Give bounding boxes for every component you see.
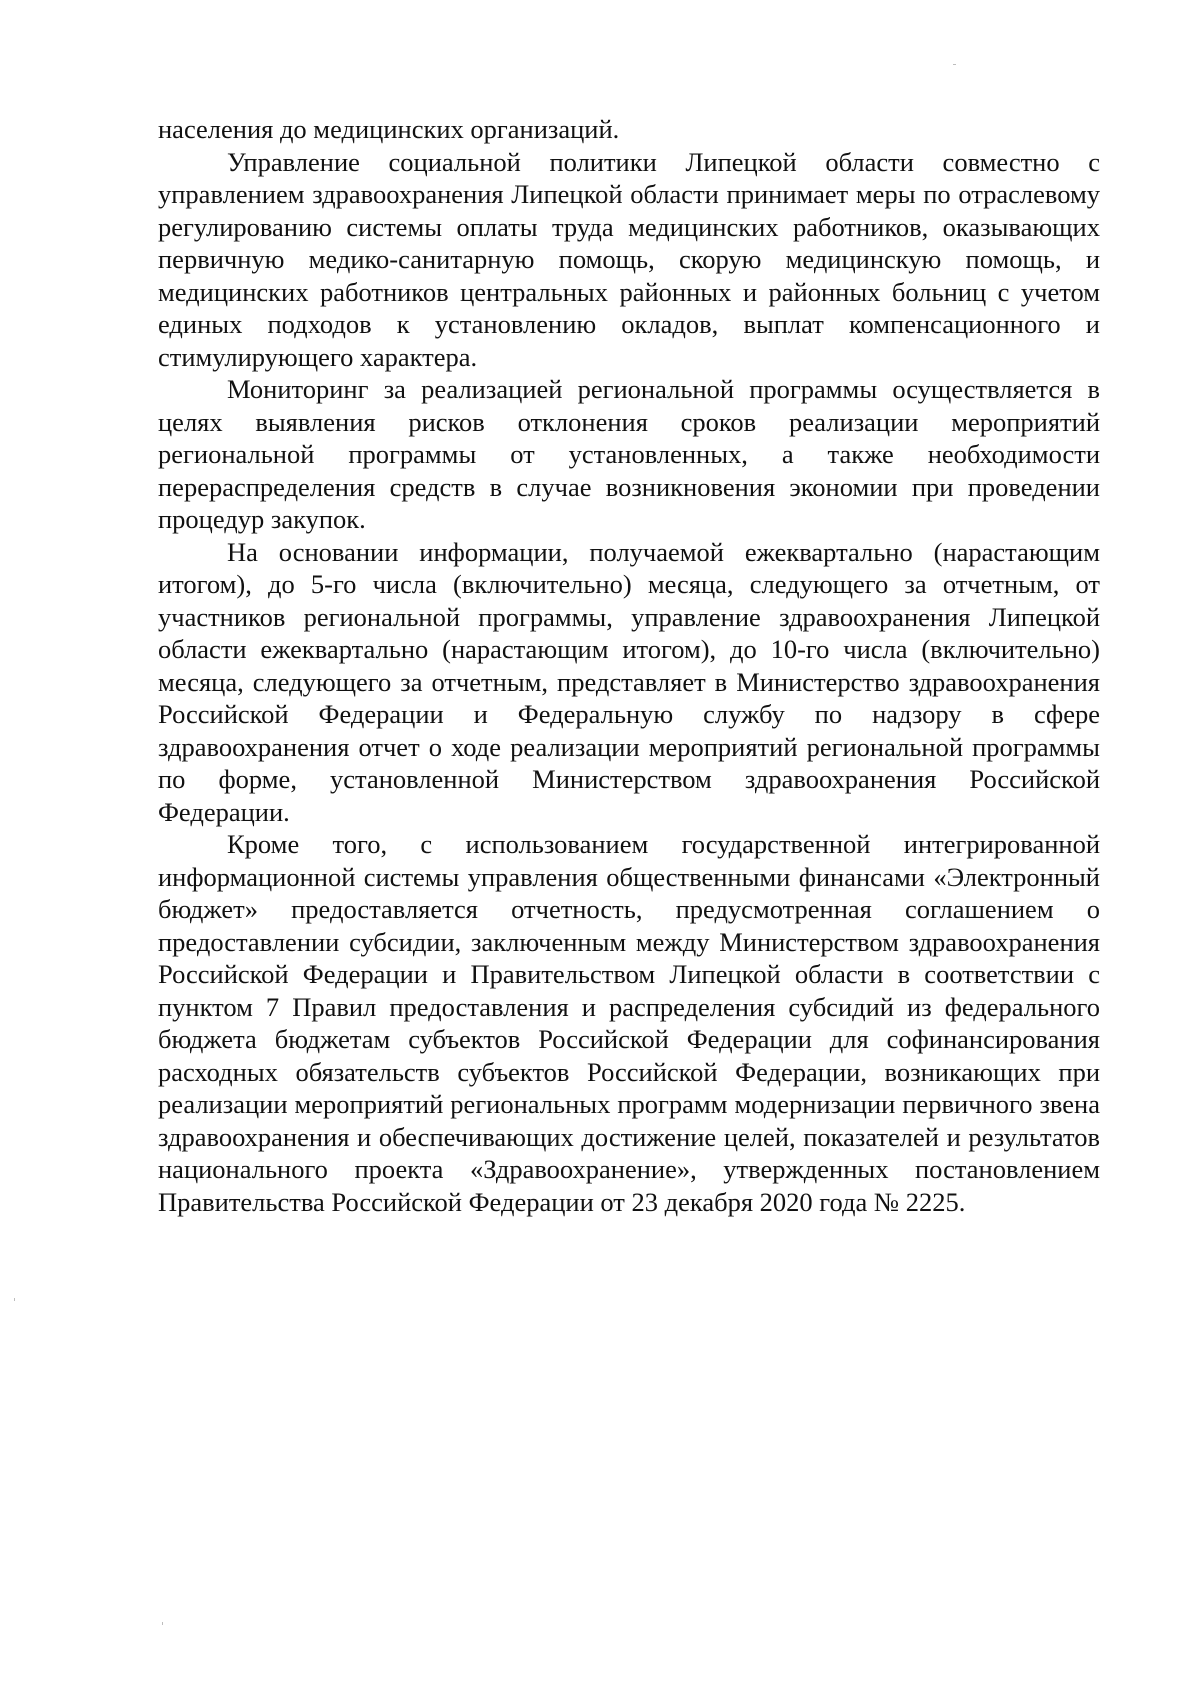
scan-speck	[14, 1298, 15, 1301]
paragraph-quarterly-reporting: На основании информации, получаемой ежеквартально (нарастающим итогом), до 5-го числа (включительно) месяца, следующего за отчетным, от участников региональной программы, управление здравоохранения Липецкой области ежеквартально (нарастающим итогом), до 10-го числа (включительно) месяца, следующего за отчетным, представляет в Министерство здравоохранения Российской Федерации и Федеральную службу по надзору в сфере здравоохранения отчет о ходе реализации мероприятий региональной программы по форме, установленной Министерством здравоохранения Российской Федерации.	[158, 536, 1100, 827]
scan-speck	[162, 1622, 163, 1625]
paragraph-electronic-budget: Кроме того, с использованием государственной интегрированной информационной системы управления общественными финансами «Электронный бюджет» предоставляется отчетность, предусмотренная соглашением о предоставлении субсидии, заключенным между Министерством здравоохранения Российской Федерации и Правительством Липецкой области в соответствии с пунктом 7 Правил предоставления и распределения субсидий из федерального бюджета бюджетам субъектов Российской Федерации для софинансирования расходных обязательств субъектов Российской Федерации, возникающих при реализации мероприятий региональных программ модернизации первичного звена здравоохранения и обеспечивающих достижение целей, показателей и результатов национального проекта «Здравоохранение», утвержденных постановлением Правительства Российской Федерации от 23 декабря 2020 года № 2225.	[158, 829, 1100, 1217]
paragraph-wage-regulation: Управление социальной политики Липецкой области совместно с управлением здравоохранения Липецкой области принимает меры по отраслевому регулированию системы оплаты труда медицинских работников, оказывающих первичную медико-санитарную помощь, скорую медицинскую помощь, и медицинских работников центральных районных и районных больниц с учетом единых подходов к установлению окладов, выплат компенсационного и стимулирующего характера.	[158, 146, 1100, 372]
scan-speck	[953, 64, 956, 65]
paragraph-continuation: населения до медицинских организаций.	[158, 114, 620, 144]
document-body	[158, 113, 1100, 1218]
paragraph-monitoring: Мониторинг за реализацией региональной программы осуществляется в целях выявления рисков отклонения сроков реализации мероприятий региональной программы от установленных, а также необходимости перераспределения средств в случае возникновения экономии при проведении процедур закупок.	[158, 374, 1100, 534]
